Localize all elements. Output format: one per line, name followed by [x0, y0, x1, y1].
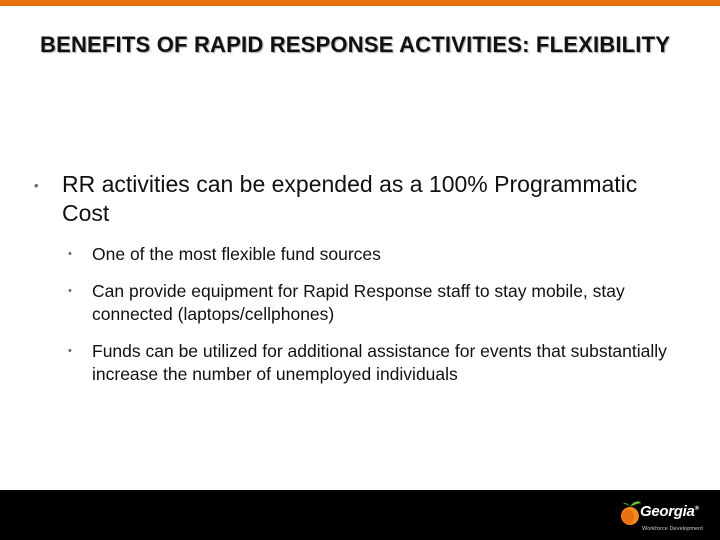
footer-bar: [0, 490, 720, 540]
bullet-dot-icon: •: [68, 345, 72, 357]
logo-subtext: Workforce Development: [642, 526, 703, 532]
bullet-dot-icon: •: [68, 285, 72, 297]
bullet-dot-icon: •: [34, 178, 39, 193]
slide-title: BENEFITS OF RAPID RESPONSE ACTIVITIES: FLEXIBILITY: [40, 32, 671, 57]
sub-bullet: One of the most flexible fund sources: [92, 244, 381, 264]
sub-bullet: Can provide equipment for Rapid Response staff to stay mobile, stay connected (laptops/cellphones): [92, 281, 625, 324]
main-bullet: RR activities can be expended as a 100% Programmatic Cost: [62, 171, 638, 226]
logo-wordmark: Georgia®: [640, 503, 699, 520]
bullet-dot-icon: •: [68, 248, 72, 260]
sub-bullet: Funds can be utilized for additional assistance for events that substantially increase the number of unemployed individuals: [92, 341, 667, 384]
